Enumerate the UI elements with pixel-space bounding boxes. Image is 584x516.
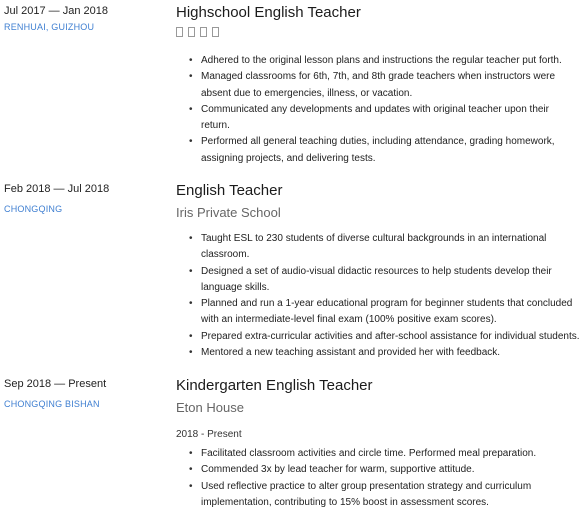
- entry-main: [176, 4, 580, 167]
- list-item: • Commended 3x by lead teacher for warm, supportive attitude.: [176, 462, 580, 478]
- job-bullets: [176, 231, 580, 361]
- company-name: Eton House: [176, 400, 244, 415]
- list-item: • Planned and run a 1-year educational program for beginner students that concluded with an intermediate-level final exam (100% positive exam scores).: [176, 296, 580, 329]
- list-item: • Used reflective practice to alter group presentation strategy and curriculum implementation, contributing to 15% boost in assessment scores.: [176, 479, 580, 512]
- entry-location: CHONGQING: [4, 204, 63, 214]
- job-title: Kindergarten English Teacher: [176, 377, 373, 394]
- list-item: • Prepared extra-curricular activities and after-school assistance for individual students.: [176, 329, 580, 345]
- entry-dates: Feb 2018 — Jul 2018: [4, 183, 110, 195]
- entry-dates: Sep 2018 — Present: [4, 378, 107, 390]
- entry-meta: [4, 4, 164, 34]
- list-item: • Managed classrooms for 6th, 7th, and 8th grade teachers when instructors were absent due to emergencies, illness, or vacation.: [176, 69, 580, 102]
- list-item: • Communicated any developments and updates with original teacher upon their return.: [176, 102, 580, 135]
- list-item: • Mentored a new teaching assistant and provided her with feedback.: [176, 345, 580, 361]
- list-item: • Facilitated classroom activities and circle time. Performed meal preparation.: [176, 446, 580, 462]
- entry-location: CHONGQING BISHAN: [4, 399, 100, 409]
- job-bullets: [176, 53, 580, 167]
- list-item: • Adhered to the original lesson plans and instructions the regular teacher put forth.: [176, 53, 580, 69]
- list-item: • Designed a set of audio-visual didactic resources to help students develop their language skills.: [176, 264, 580, 297]
- entry-location: RENHUAI, GUIZHOU: [4, 22, 95, 32]
- company-name: Iris Private School: [176, 205, 281, 220]
- list-item: • Taught ESL to 230 students of diverse cultural backgrounds in an international classroom.: [176, 231, 580, 264]
- company-placeholder-glyphs: [176, 27, 580, 39]
- entry-meta: [4, 182, 164, 216]
- entry-main: [176, 377, 580, 511]
- list-item: • Performed all general teaching duties, including attendance, grading homework, assigning projects, and delivering tests.: [176, 134, 580, 167]
- entry-dates: Jul 2017 — Jan 2018: [4, 5, 108, 17]
- entry-subdates: 2018 - Present: [176, 429, 242, 440]
- job-bullets: [176, 446, 580, 511]
- entry-main: [176, 182, 580, 361]
- job-title: Highschool English Teacher: [176, 4, 361, 21]
- job-title: English Teacher: [176, 182, 283, 199]
- entry-meta: [4, 377, 164, 411]
